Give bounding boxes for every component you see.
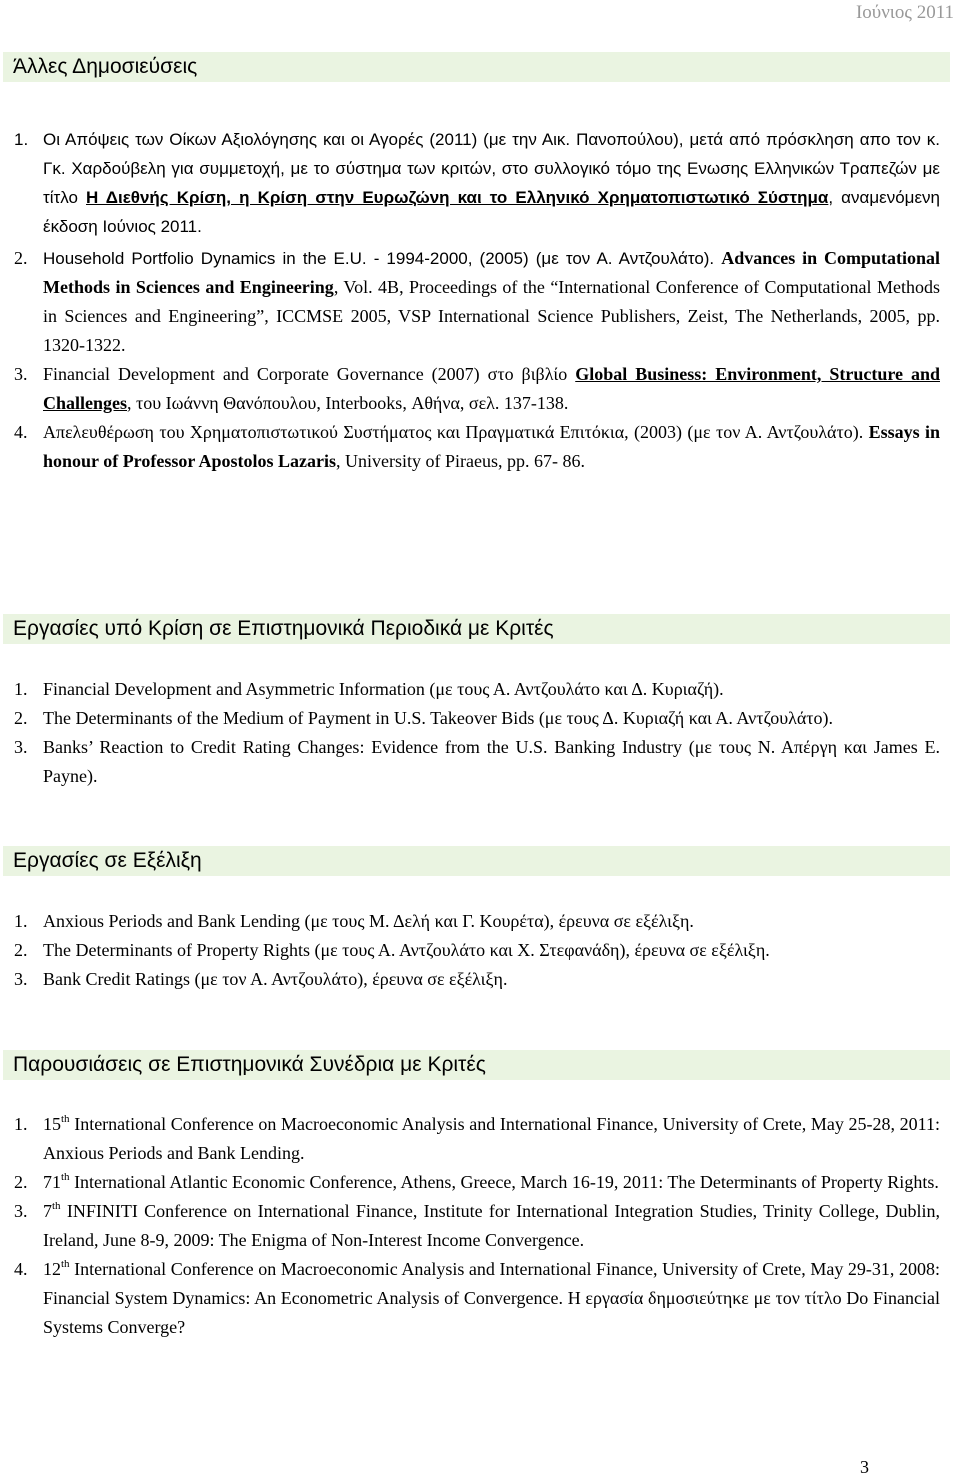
item-text: Banks’ Reaction to Credit Rating Changes: Evidence from the U.S. Banking Industry (με τους Ν. Απέργη και James E. Payne). <box>43 737 940 786</box>
item-text: Οι Απόψεις των Οίκων Αξιολόγησης και οι Αγορές (2011) (με την Αικ. Πανοπούλου), μετά από πρόσκληση απο τον κ. Γκ. Χαρδούβελη για συμμετοχή, με το σύστημα των κριτών, στο συλλογικό τόμο της Ενωσης Ελληνικών Τραπεζών με τίτλο <box>43 130 940 207</box>
ordinal-suffix: th <box>61 1171 70 1183</box>
item-text: Anxious Periods and Bank Lending (με τους Μ. Δελή και Γ. Κουρέτα), έρευνα σε εξέλιξη. <box>43 911 694 931</box>
ordinal: 12 <box>43 1259 61 1279</box>
other-publications-list <box>14 125 940 476</box>
item-text: Απελευθέρωση του Χρηματοπιστωτικού Συστήματος και Πραγματικά Επιτόκια, (2003) (με τον Α. Αντζουλάτο). <box>43 422 869 442</box>
item-text: International Conference on Macroeconomic Analysis and International Finance, University of Crete, May 25-28, 2011: Anxious Periods and Bank Lending. <box>43 1114 940 1163</box>
item-number: 3. <box>14 969 28 989</box>
list-item <box>14 907 940 936</box>
header-date: Ιούνιος 2011 <box>855 2 954 23</box>
list-item <box>14 125 940 241</box>
item-text: International Conference on Macroeconomic Analysis and International Finance, University of Crete, May 29-31, 2008: Financial System Dynamics: An Econometric Analysis of Convergence. Η εργασία δημοσιεύτηκε με τον τίτλο Do Financial Systems Converge? <box>43 1259 940 1337</box>
item-number: 4. <box>14 1259 28 1279</box>
in-progress-list <box>14 907 940 994</box>
item-number: 1. <box>14 1114 28 1134</box>
page-number: 3 <box>860 1457 869 1477</box>
item-number: 2. <box>14 248 28 268</box>
list-item <box>14 965 940 994</box>
ordinal: 7 <box>43 1201 52 1221</box>
ordinal: 71 <box>43 1172 61 1192</box>
item-number: 4. <box>14 422 28 442</box>
ordinal-suffix: th <box>61 1113 70 1125</box>
ordinal-suffix: th <box>52 1200 61 1212</box>
list-item <box>14 1197 940 1255</box>
list-item <box>14 704 940 733</box>
item-text-end: , Vol. 4B, Proceedings of the “International Conference of Computational Methods in Sciences and Engineering”, ICCMSE 2005, VSP International Science Publishers, Zeist, The Netherlands, 2005, pp. 1320-1322. <box>43 277 940 355</box>
item-number: 2. <box>14 940 28 960</box>
list-item <box>14 244 940 360</box>
item-text-end: , University of Piraeus, pp. 67- 86. <box>336 451 585 471</box>
item-text: The Determinants of the Medium of Payment in U.S. Takeover Bids (με τους Δ. Κυριαζή και Α. Αντζουλάτο). <box>43 708 834 728</box>
item-book-title: Advances in Computational Methods in Sciences and Engineering <box>43 248 940 297</box>
list-item <box>14 733 940 791</box>
list-item <box>14 675 940 704</box>
list-item <box>14 936 940 965</box>
item-text-end: , αναμενόμενη έκδοση Ιούνιος 2011. <box>43 188 940 236</box>
item-book-title: Essays in honour of Professor Apostolos Lazaris <box>43 422 940 471</box>
item-text: International Atlantic Economic Conference, Athens, Greece, March 16-19, 2011: The Determinants of Property Rights. <box>69 1172 939 1192</box>
ordinal: 15 <box>43 1114 61 1134</box>
item-number: 2. <box>14 708 28 728</box>
section-heading-other-publications: Άλλες Δημοσιεύσεις <box>3 52 950 82</box>
list-item <box>14 1110 940 1168</box>
item-text-end: , του Ιωάννη Θανόπουλου, Interbooks, Αθήνα, σελ. 137-138. <box>127 393 569 413</box>
presentations-list <box>14 1110 940 1342</box>
section-heading-in-progress: Εργασίες σε Εξέλιξη <box>3 846 950 876</box>
section-heading-under-review: Εργασίες υπό Κρίση σε Επιστημονικά Περιοδικά με Κριτές <box>3 614 950 644</box>
item-text: Bank Credit Ratings (με τον Α. Αντζουλάτο), έρευνα σε εξέλιξη. <box>43 969 508 989</box>
item-number: 3. <box>14 1201 28 1221</box>
list-item <box>14 1168 940 1197</box>
list-item <box>14 360 940 418</box>
item-text: Financial Development and Asymmetric Information (με τους Α. Αντζουλάτο και Δ. Κυριαζή). <box>43 679 724 699</box>
item-number: 1. <box>14 679 28 699</box>
item-book-title: Global Business: Environment, Structure and Challenges <box>43 364 940 413</box>
list-item <box>14 1255 940 1342</box>
item-text: INFINITI Conference on International Finance, Institute for International Integration Studies, Trinity College, Dublin, Ireland, June 8-9, 2009: The Enigma of Non-Interest Income Convergence. <box>43 1201 940 1250</box>
list-item <box>14 418 940 476</box>
item-number: 2. <box>14 1172 28 1192</box>
item-book-title: Η Διεθνής Κρίση, η Κρίση στην Ευρωζώνη και το Ελληνικό Χρηματοπιστωτικό Σύστημα <box>86 188 829 207</box>
section-heading-presentations: Παρουσιάσεις σε Επιστημονικά Συνέδρια με Κριτές <box>3 1050 950 1080</box>
item-text: Household Portfolio Dynamics in the E.U. - 1994-2000, (2005) (με τον Α. Αντζουλάτο). <box>43 249 722 268</box>
item-number: 1. <box>14 911 28 931</box>
ordinal-suffix: th <box>61 1258 70 1270</box>
item-text: Financial Development and Corporate Governance (2007) στο βιβλίο <box>43 364 576 384</box>
item-number: 3. <box>14 364 28 384</box>
item-number: 1. <box>14 130 29 149</box>
under-review-list <box>14 675 940 791</box>
item-number: 3. <box>14 737 28 757</box>
item-text: The Determinants of Property Rights (με τους Α. Αντζουλάτο και Χ. Στεφανάδη), έρευνα σε εξέλιξη. <box>43 940 770 960</box>
